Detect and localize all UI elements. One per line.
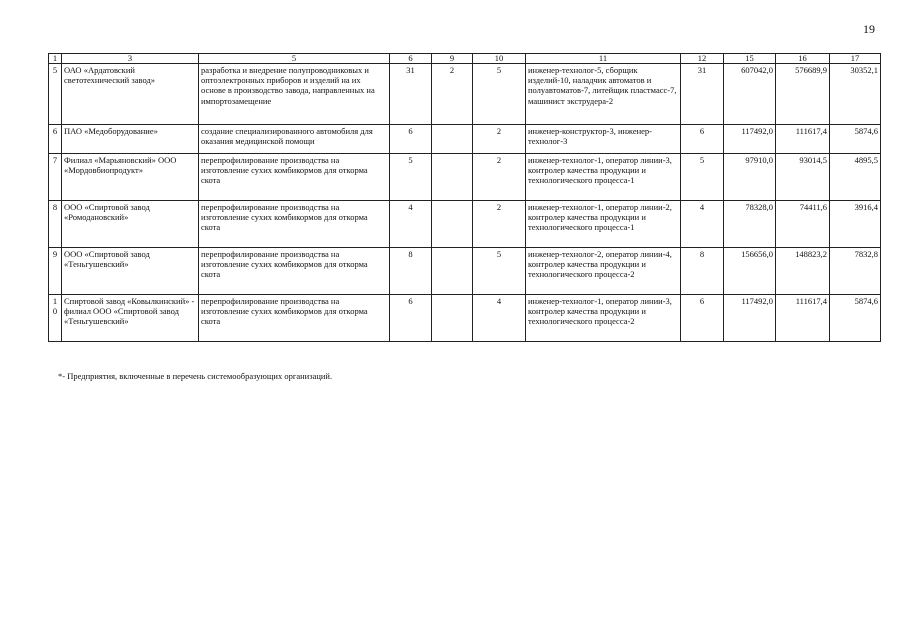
enterprise-name: ООО «Спиртовой завод «Ромодановский» [62,201,199,248]
row-number: 5 [49,64,62,125]
project-description: перепрофилирование производства на изготовление сухих комбикормов для откорма скота [199,248,390,295]
cell-col16: 111617,4 [776,295,830,342]
cell-col6: 6 [390,295,432,342]
project-description: перепрофилирование производства на изготовление сухих комбикормов для откорма скота [199,201,390,248]
header-cell: 6 [390,54,432,64]
positions-list: инженер-технолог-1, оператор линии-2, контролер качества продукции и технологического процесса-1 [526,201,681,248]
cell-col10: 2 [473,201,526,248]
row-number: 8 [49,201,62,248]
cell-col6: 5 [390,154,432,201]
table-row [49,295,881,342]
row-number: 9 [49,248,62,295]
cell-col9 [432,295,473,342]
cell-col9: 2 [432,64,473,125]
cell-col10: 4 [473,295,526,342]
cell-col15: 117492,0 [724,295,776,342]
cell-col17: 5874,6 [830,295,881,342]
header-cell: 9 [432,54,473,64]
project-description: разработка и внедрение полупроводниковых и оптоэлектронных приборов и изделий на их основе в производство завода, направленных на импортозамещение [199,64,390,125]
cell-col17: 7832,8 [830,248,881,295]
cell-col16: 111617,4 [776,125,830,154]
cell-col6: 8 [390,248,432,295]
cell-col15: 78328,0 [724,201,776,248]
cell-col9 [432,248,473,295]
project-description: перепрофилирование производства на изготовление сухих комбикормов для откорма скота [199,154,390,201]
enterprise-name: ПАО «Медоборудование» [62,125,199,154]
enterprise-name: Филиал «Марьяновский» ООО «Мордовбиопродукт» [62,154,199,201]
cell-col15: 117492,0 [724,125,776,154]
cell-col16: 74411,6 [776,201,830,248]
cell-col12: 4 [681,201,724,248]
row-number: 7 [49,154,62,201]
positions-list: инженер-технолог-5, сборщик изделий-10, наладчик автоматов и полуавтоматов-7, литейщик пластмасс-7, машинист экструдера-2 [526,64,681,125]
header-cell: 11 [526,54,681,64]
enterprise-table [48,53,881,342]
enterprise-name: Спиртовой завод «Ковылкинский» - филиал ООО «Спиртовой завод «Теньгушевский» [62,295,199,342]
cell-col17: 3916,4 [830,201,881,248]
cell-col12: 8 [681,248,724,295]
cell-col16: 93014,5 [776,154,830,201]
enterprise-name: ОАО «Ардатовский светотехнический завод» [62,64,199,125]
header-cell: 3 [62,54,199,64]
positions-list: инженер-технолог-1, оператор линии-3, контролер качества продукции и технологического процесса-1 [526,154,681,201]
cell-col17: 4895,5 [830,154,881,201]
cell-col17: 5874,6 [830,125,881,154]
cell-col17: 30352,1 [830,64,881,125]
cell-col15: 97910,0 [724,154,776,201]
table-row [49,248,881,295]
table-row [49,125,881,154]
cell-col12: 6 [681,295,724,342]
cell-col6: 4 [390,201,432,248]
header-cell: 1 [49,54,62,64]
header-cell: 5 [199,54,390,64]
cell-col9 [432,125,473,154]
cell-col12: 31 [681,64,724,125]
cell-col16: 576689,9 [776,64,830,125]
cell-col10: 2 [473,125,526,154]
cell-col10: 5 [473,64,526,125]
cell-col12: 5 [681,154,724,201]
header-cell: 10 [473,54,526,64]
cell-col12: 6 [681,125,724,154]
row-number: 10 [49,295,62,342]
header-cell: 15 [724,54,776,64]
footnote: *- Предприятия, включенные в перечень системообразующих организаций. [58,371,333,381]
header-cell: 17 [830,54,881,64]
table-header-row [49,54,881,64]
table-row [49,154,881,201]
header-cell: 12 [681,54,724,64]
page-number: 19 [863,22,875,36]
positions-list: инженер-технолог-1, оператор линии-3, контролер качества продукции и технологического процесса-2 [526,295,681,342]
enterprise-name: ООО «Спиртовой завод «Теньгушевский» [62,248,199,295]
cell-col9 [432,154,473,201]
row-number: 6 [49,125,62,154]
header-cell: 16 [776,54,830,64]
positions-list: инженер-технолог-2, оператор линии-4, контролер качества продукции и технологического процесса-2 [526,248,681,295]
table-row [49,201,881,248]
table-row [49,64,881,125]
cell-col6: 31 [390,64,432,125]
cell-col15: 607042,0 [724,64,776,125]
positions-list: инженер-конструктор-3, инженер-технолог-3 [526,125,681,154]
cell-col16: 148823,2 [776,248,830,295]
project-description: создание специализированного автомобиля для оказания медицинской помощи [199,125,390,154]
cell-col10: 2 [473,154,526,201]
cell-col10: 5 [473,248,526,295]
cell-col9 [432,201,473,248]
cell-col15: 156656,0 [724,248,776,295]
project-description: перепрофилирование производства на изготовление сухих комбикормов для откорма скота [199,295,390,342]
cell-col6: 6 [390,125,432,154]
